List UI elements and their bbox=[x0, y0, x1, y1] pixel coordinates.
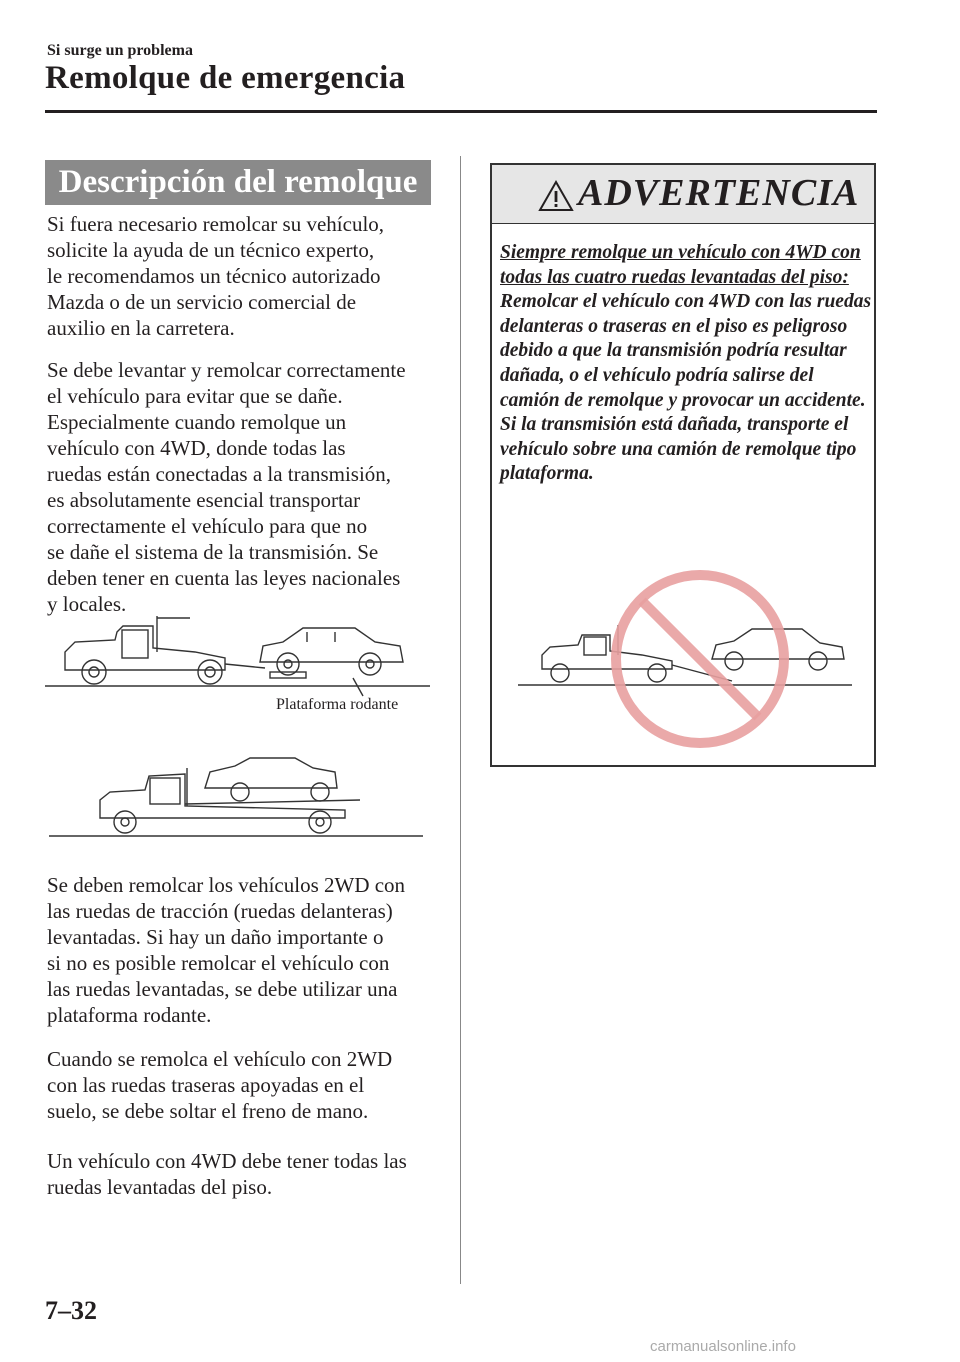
warning-text: Remolcar el vehículo con 4WD con las ruedas delanteras o traseras en el piso es peligroso debido a que la transmisión podría resultar dañada, o el vehículo podría salirse del camión de remolque y provocar un accidente. Si la transmisión está dañada, transporte el vehículo sobre una camión de remolque tipo plataforma. bbox=[500, 291, 872, 485]
warning-header bbox=[492, 165, 874, 224]
running-header-section: Si surge un problema bbox=[47, 42, 193, 59]
warning-triangle-icon bbox=[538, 179, 574, 213]
paragraph-parking-brake: Cuando se remolca el vehículo con 2WD con las ruedas traseras apoyadas en el suelo, se debe soltar el freno de mano. bbox=[47, 1047, 393, 1123]
dolly-label: Plataforma rodante bbox=[276, 696, 399, 713]
page-number: 7–32 bbox=[45, 1296, 97, 1325]
prohibited-illustration bbox=[512, 565, 858, 755]
section-title: Descripción del remolque bbox=[45, 160, 431, 205]
warning-title: ADVERTENCIA bbox=[578, 172, 860, 214]
flatbed-illustration bbox=[45, 752, 435, 842]
tow-dolly-illustration bbox=[45, 612, 435, 700]
warning-box bbox=[490, 163, 876, 767]
header-rule bbox=[45, 110, 877, 113]
column-divider bbox=[460, 156, 461, 1284]
paragraph-intro: Si fuera necesario remolcar su vehículo, solicite la ayuda de un técnico experto, le recomendamos un técnico autorizado Mazda o de un servicio comercial de auxilio en la carretera. bbox=[47, 212, 385, 340]
page-title: Remolque de emergencia bbox=[45, 60, 406, 96]
footer-site: carmanualsonline.info bbox=[650, 1338, 796, 1355]
paragraph-4wd: Un vehículo con 4WD debe tener todas las ruedas levantadas del piso. bbox=[47, 1149, 407, 1199]
paragraph-lift: Se debe levantar y remolcar correctamente el vehículo para evitar que se dañe. Especialmente cuando remolque un vehículo con 4WD, donde todas las ruedas están conectadas a la transmisión, es absolutamente esencial transportar correctamente el vehículo para que no se dañe el sistema de la transmisión. Se deben tener en cuenta las leyes nacionales y locales. bbox=[47, 358, 406, 616]
paragraph-2wd: Se deben remolcar los vehículos 2WD con las ruedas de tracción (ruedas delanteras) levantadas. Si hay un daño importante o si no es posible remolcar el vehículo con las ruedas levantadas, se debe utilizar una plataforma rodante. bbox=[47, 873, 406, 1027]
warning-body bbox=[500, 241, 872, 487]
warning-emphasis: Siempre remolque un vehículo con 4WD con todas las cuatro ruedas levantadas del piso: bbox=[500, 242, 861, 288]
